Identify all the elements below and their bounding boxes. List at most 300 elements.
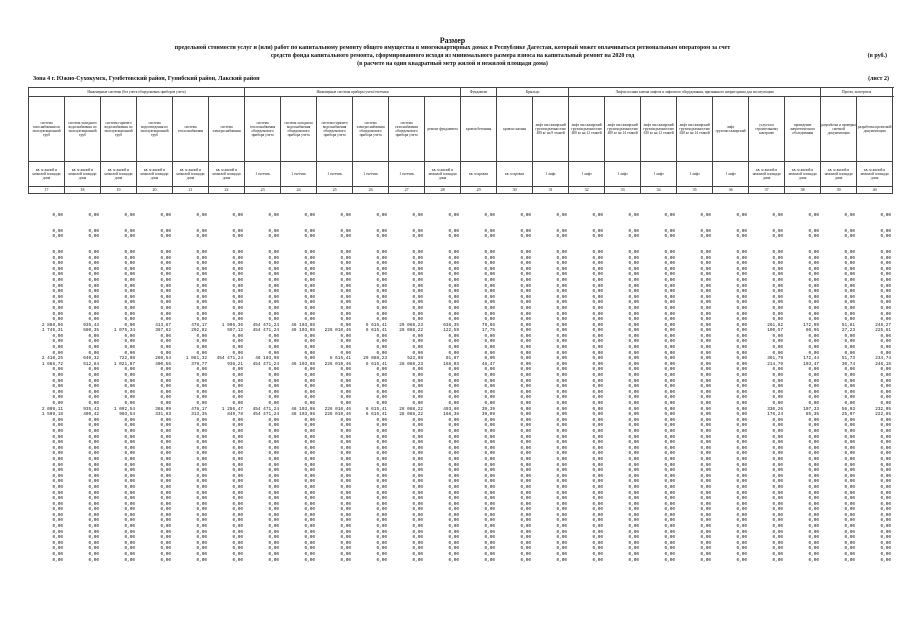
table-cell: 0,00: [484, 345, 495, 351]
table-cell: 0,00: [664, 289, 675, 295]
table-cell: 0,00: [700, 490, 711, 496]
table-cell: 0,00: [304, 395, 315, 401]
table-cell: 0,00: [556, 311, 567, 317]
table-cell: 0,00: [412, 473, 423, 479]
table-cell: 0,00: [592, 317, 603, 323]
table-cell: 413,67: [155, 322, 171, 328]
table-cell: 6 615,41: [365, 328, 387, 334]
table-cell: 0,00: [736, 322, 747, 328]
column-number: 21: [173, 187, 209, 194]
table-cell: 0,00: [520, 283, 531, 289]
table-cell: 1 746,31: [41, 328, 63, 334]
table-cell: 0,00: [268, 462, 279, 468]
table-cell: 0,00: [376, 373, 387, 379]
table-cell: 0,00: [628, 266, 639, 272]
table-cell: 0,00: [628, 535, 639, 541]
table-cell: 0,00: [340, 423, 351, 429]
table-cell: 0,00: [772, 512, 783, 518]
table-cell: 0,00: [520, 535, 531, 541]
table-cell: 0,00: [556, 535, 567, 541]
table-cell: 0,00: [484, 557, 495, 563]
table-cell: 0,00: [808, 305, 819, 311]
table-cell: 0,00: [52, 535, 63, 541]
table-cell: 0,00: [484, 277, 495, 283]
table-cell: 0,00: [700, 395, 711, 401]
table-cell: 0,00: [700, 356, 711, 362]
table-cell: 0,00: [376, 417, 387, 423]
table-cell: 0,00: [376, 535, 387, 541]
table-cell: 0,00: [304, 529, 315, 535]
table-cell: 0,00: [592, 283, 603, 289]
table-cell: 0,00: [808, 261, 819, 267]
table-cell: 0,00: [232, 428, 243, 434]
table-cell: 0,00: [376, 479, 387, 485]
table-cell: 0,00: [844, 479, 855, 485]
table-cell: 0,00: [700, 412, 711, 418]
table-cell: 2 410,25: [41, 356, 63, 362]
table-cell: 6 615,41: [365, 361, 387, 367]
table-cell: 0,00: [124, 228, 135, 234]
table-cell: 0,00: [124, 389, 135, 395]
table-cell: 0,00: [880, 378, 891, 384]
table-cell: 0,00: [448, 490, 459, 496]
table-cell: 0,00: [628, 356, 639, 362]
table-cell: 0,00: [664, 333, 675, 339]
table-cell: 0,00: [772, 294, 783, 300]
table-cell: 0,00: [196, 552, 207, 558]
table-cell: 0,00: [736, 462, 747, 468]
table-cell: 0,00: [88, 479, 99, 485]
table-cell: 0,00: [628, 490, 639, 496]
table-cell: 0,00: [88, 311, 99, 317]
table-cell: 0,00: [412, 317, 423, 323]
table-cell: 0,00: [88, 428, 99, 434]
table-cell: 0,00: [124, 557, 135, 563]
table-cell: 0,00: [340, 350, 351, 356]
table-cell: 0,00: [268, 479, 279, 485]
table-cell: 0,00: [196, 373, 207, 379]
table-cell: 0,00: [88, 490, 99, 496]
table-cell: 367,62: [155, 328, 171, 334]
unit-cell: кв. м кровли: [497, 162, 533, 187]
table-cell: 0,00: [412, 373, 423, 379]
table-cell: 580,35: [83, 328, 99, 334]
table-cell: 0,00: [160, 440, 171, 446]
table-cell: 0,00: [196, 294, 207, 300]
table-cell: 0,00: [196, 261, 207, 267]
table-cell: 0,00: [484, 367, 495, 373]
table-cell: 0,00: [196, 546, 207, 552]
table-cell: 0,00: [232, 249, 243, 255]
table-cell: 0,00: [556, 428, 567, 434]
table-cell: 2 888,06: [41, 322, 63, 328]
table-cell: 0,00: [520, 423, 531, 429]
table-cell: 0,00: [268, 501, 279, 507]
column-header: разработка проектной документации: [857, 97, 893, 162]
table-cell: 0,00: [628, 345, 639, 351]
table-cell: 0,00: [376, 484, 387, 490]
table-cell: 107,33: [803, 406, 819, 412]
table-cell: 0,00: [268, 401, 279, 406]
table-cell: 0,00: [304, 445, 315, 451]
table-cell: 0,00: [520, 479, 531, 485]
table-cell: 0,00: [556, 345, 567, 351]
table-cell: 0,00: [268, 373, 279, 379]
table-cell: 0,00: [520, 401, 531, 406]
table-cell: 0,00: [520, 317, 531, 323]
table-cell: 0,00: [520, 367, 531, 373]
table-cell: 0,00: [772, 501, 783, 507]
table-cell: 0,00: [808, 289, 819, 295]
table-cell: 0,00: [268, 345, 279, 351]
column-header: лифт пассажирский грузоподъемностью 400 кг на 9 этажей: [533, 97, 569, 162]
table-cell: 0,00: [880, 384, 891, 390]
table-cell: 0,00: [628, 456, 639, 462]
table-cell: 0,00: [736, 546, 747, 552]
table-cell: 454 471,24: [252, 406, 279, 412]
table-cell: 0,00: [232, 552, 243, 558]
unit-cell: 1 лифт: [713, 162, 749, 187]
table-cell: 28 088,22: [399, 406, 423, 412]
table-cell: 0,00: [700, 428, 711, 434]
table-cell: 0,00: [592, 350, 603, 356]
table-cell: 0,00: [844, 283, 855, 289]
table-cell: 0,00: [520, 356, 531, 362]
table-cell: 0,00: [520, 345, 531, 351]
table-cell: 0,00: [376, 557, 387, 563]
table-cell: 0,00: [88, 518, 99, 524]
table-cell: 0,00: [412, 462, 423, 468]
table-cell: 0,00: [664, 507, 675, 513]
table-cell: 0,00: [304, 317, 315, 323]
column-header: система водоотведения по эксплуатационной труб: [137, 97, 173, 162]
table-cell: 0,00: [520, 529, 531, 535]
column-number: 29: [461, 187, 497, 194]
table-cell: 39,39: [481, 406, 495, 412]
table-cell: 0,00: [124, 507, 135, 513]
table-cell: 0,00: [808, 234, 819, 240]
table-cell: 0,00: [736, 367, 747, 373]
table-cell: 0,00: [196, 501, 207, 507]
table-cell: 0,00: [448, 350, 459, 356]
table-cell: 0,00: [736, 378, 747, 384]
table-cell: 0,00: [556, 255, 567, 261]
table-cell: 0,00: [160, 272, 171, 278]
table-cell: 0,00: [808, 255, 819, 261]
table-cell: 0,00: [592, 389, 603, 395]
table-cell: 0,00: [484, 317, 495, 323]
table-cell: 0,00: [52, 311, 63, 317]
table-cell: 0,00: [448, 445, 459, 451]
column-header: лифт пассажирский грузоподъемностью 630 кг на 14 этажей: [677, 97, 713, 162]
table-cell: 0,00: [412, 479, 423, 485]
table-cell: 17,75: [481, 328, 495, 334]
table-cell: 0,00: [196, 384, 207, 390]
table-cell: 0,00: [88, 496, 99, 502]
table-cell: 0,00: [376, 518, 387, 524]
table-cell: 0,00: [232, 501, 243, 507]
table-cell: 0,00: [88, 384, 99, 390]
table-cell: 0,00: [772, 440, 783, 446]
table-cell: 0,00: [376, 389, 387, 395]
unit-cell: кв. м жилой и нежилой площади дома: [209, 162, 245, 187]
table-cell: 0,00: [88, 261, 99, 267]
table-cell: 0,00: [628, 339, 639, 345]
table-cell: 0,00: [124, 378, 135, 384]
table-cell: 0,00: [232, 367, 243, 373]
column-number: 31: [533, 187, 569, 194]
table-cell: 0,00: [160, 283, 171, 289]
table-cell: 0,00: [844, 496, 855, 502]
document-subtitle-line3: (в расчете на один квадратный метр жилой и нежилой площади дома): [357, 61, 548, 67]
column-header: лифт пассажирский грузоподъемностью 400 кг на 12 этажей: [569, 97, 605, 162]
unit-cell: 1 счетчик: [281, 162, 317, 187]
table-cell: 0,00: [124, 213, 135, 219]
table-cell: 0,00: [772, 557, 783, 563]
table-cell: 0,00: [88, 468, 99, 474]
table-cell: 0,00: [772, 540, 783, 546]
table-cell: 0,00: [376, 283, 387, 289]
table-cell: 0,00: [232, 305, 243, 311]
table-cell: 0,00: [232, 462, 243, 468]
table-cell: 0,00: [448, 277, 459, 283]
table-cell: 0,00: [844, 311, 855, 317]
table-cell: 0,00: [700, 406, 711, 412]
table-cell: 0,00: [664, 283, 675, 289]
table-cell: 0,00: [304, 484, 315, 490]
table-cell: 0,00: [304, 468, 315, 474]
table-cell: 0,00: [88, 557, 99, 563]
table-cell: 0,00: [520, 328, 531, 334]
unit-cell: кв. м жилой и нежилой площади дома: [821, 162, 857, 187]
table-cell: 0,00: [736, 350, 747, 356]
table-cell: 0,00: [844, 305, 855, 311]
table-cell: 0,00: [664, 412, 675, 418]
table-cell: 0,00: [772, 277, 783, 283]
table-cell: 0,00: [772, 445, 783, 451]
table-cell: 0,00: [124, 462, 135, 468]
table-cell: 0,00: [412, 266, 423, 272]
table-cell: 935,43: [83, 406, 99, 412]
table-cell: 8,00: [808, 317, 819, 323]
table-cell: 454 471,24: [252, 322, 279, 328]
table-cell: 0,00: [556, 468, 567, 474]
table-cell: 0,00: [592, 434, 603, 440]
table-cell: 0,00: [268, 557, 279, 563]
table-cell: 0,00: [268, 378, 279, 384]
table-cell: 0,00: [124, 434, 135, 440]
table-cell: 0,00: [340, 322, 351, 328]
table-cell: 0,00: [304, 289, 315, 295]
table-cell: 0,00: [484, 434, 495, 440]
row-spacer: [28, 240, 892, 250]
table-cell: 0,00: [592, 311, 603, 317]
table-cell: 0,00: [664, 261, 675, 267]
table-cell: 0,00: [556, 440, 567, 446]
table-cell: 0,00: [700, 367, 711, 373]
table-cell: 6 615,41: [365, 406, 387, 412]
table-cell: 0,00: [484, 529, 495, 535]
table-cell: 0,00: [196, 473, 207, 479]
table-cell: 0,00: [592, 305, 603, 311]
table-cell: 0,00: [484, 428, 495, 434]
table-cell: 0,00: [664, 445, 675, 451]
table-cell: 0,00: [880, 473, 891, 479]
table-cell: 0,00: [52, 490, 63, 496]
table-cell: 0,00: [304, 266, 315, 272]
table-cell: 0,00: [412, 339, 423, 345]
table-cell: 0,00: [304, 557, 315, 563]
table-cell: 0,00: [520, 473, 531, 479]
table-cell: 0,00: [880, 423, 891, 429]
table-cell: 0,00: [448, 213, 459, 219]
table-cell: 1 092,54: [113, 406, 135, 412]
table-cell: 0,00: [808, 294, 819, 300]
table-cell: 0,00: [880, 529, 891, 535]
table-cell: 0,00: [196, 535, 207, 541]
table-cell: 0,00: [196, 524, 207, 530]
table-cell: 409,42: [83, 412, 99, 418]
table-cell: 0,00: [232, 401, 243, 406]
table-cell: 0,00: [124, 401, 135, 406]
table-cell: 0,00: [304, 294, 315, 300]
table-cell: 0,00: [124, 479, 135, 485]
group-header: Инженерные системы (без учета общедомовых приборов учета): [29, 88, 245, 97]
table-cell: 0,00: [124, 529, 135, 535]
table-cell: 0,00: [592, 322, 603, 328]
table-cell: 0,00: [808, 546, 819, 552]
table-cell: 0,00: [736, 283, 747, 289]
table-cell: 0,00: [340, 445, 351, 451]
table-cell: 0,00: [772, 283, 783, 289]
table-cell: 512,84: [83, 361, 99, 367]
table-cell: 0,00: [556, 272, 567, 278]
table-cell: 0,00: [700, 228, 711, 234]
table-cell: 0,00: [556, 228, 567, 234]
table-cell: 0,00: [52, 456, 63, 462]
table-cell: 0,00: [340, 552, 351, 558]
table-cell: 0,00: [340, 228, 351, 234]
table-cell: 0,00: [196, 339, 207, 345]
table-cell: 0,00: [880, 490, 891, 496]
table-cell: 0,00: [700, 540, 711, 546]
table-cell: 0,00: [844, 261, 855, 267]
table-cell: 0,00: [592, 373, 603, 379]
table-cell: 0,00: [700, 234, 711, 240]
table-cell: 0,00: [664, 367, 675, 373]
table-cell: 0,00: [520, 339, 531, 345]
table-cell: 0,00: [340, 490, 351, 496]
table-cell: 0,00: [772, 401, 783, 406]
table-cell: 0,00: [196, 311, 207, 317]
table-cell: 0,00: [808, 213, 819, 219]
column-number: 25: [317, 187, 353, 194]
table-cell: 0,00: [628, 462, 639, 468]
table-cell: 0,00: [124, 546, 135, 552]
table-cell: 0,00: [628, 484, 639, 490]
table-cell: 0,00: [268, 294, 279, 300]
table-cell: 0,00: [376, 529, 387, 535]
table-cell: 1 061,32: [185, 356, 207, 362]
group-header: Фундамент: [461, 88, 497, 97]
table-cell: 0,00: [340, 557, 351, 563]
table-cell: 0,00: [628, 261, 639, 267]
column-header: система газоснабжения общедомового прибора учета: [389, 97, 425, 162]
unit-cell: кв. м жилой и нежилой площади дома: [101, 162, 137, 187]
column-number: 39: [821, 187, 857, 194]
table-cell: 0,00: [700, 552, 711, 558]
table-cell: 0,00: [340, 234, 351, 240]
table-cell: 0,00: [160, 261, 171, 267]
table-cell: 0,00: [448, 417, 459, 423]
table-cell: 0,00: [448, 546, 459, 552]
table-cell: 0,00: [484, 524, 495, 530]
table-cell: 0,00: [664, 524, 675, 530]
table-cell: 0,00: [160, 468, 171, 474]
table-cell: 0,00: [412, 552, 423, 558]
table-cell: 0,00: [772, 451, 783, 457]
table-cell: 0,00: [628, 540, 639, 546]
table-cell: 0,00: [232, 350, 243, 356]
table-cell: 0,00: [880, 468, 891, 474]
table-cell: 0,00: [628, 440, 639, 446]
table-cell: 0,00: [232, 434, 243, 440]
table-cell: 0,00: [412, 484, 423, 490]
table-cell: 0,00: [700, 484, 711, 490]
table-cell: 0,00: [556, 361, 567, 367]
table-cell: 0,00: [304, 501, 315, 507]
table-cell: 0,00: [628, 389, 639, 395]
table-cell: 0,00: [412, 518, 423, 524]
table-cell: 0,00: [412, 395, 423, 401]
table-cell: 0,00: [412, 501, 423, 507]
table-cell: 0,00: [880, 451, 891, 457]
table-cell: 0,00: [844, 401, 855, 406]
table-cell: 0,00: [124, 272, 135, 278]
table-cell: 29 088,23: [363, 356, 387, 362]
table-cell: 0,00: [664, 484, 675, 490]
table-cell: 0,00: [808, 373, 819, 379]
table-cell: 0,00: [340, 305, 351, 311]
table-cell: 0,00: [592, 557, 603, 563]
table-cell: 0,00: [484, 333, 495, 339]
table-cell: 0,00: [340, 540, 351, 546]
table-cell: 0,00: [844, 333, 855, 339]
table-cell: 0,00: [88, 367, 99, 373]
table-cell: 0,00: [484, 445, 495, 451]
table-cell: 0,00: [124, 277, 135, 283]
table-cell: 0,00: [700, 255, 711, 261]
table-cell: 0,00: [448, 261, 459, 267]
table-cell: 0,00: [124, 540, 135, 546]
table-cell: 0,00: [484, 484, 495, 490]
table-cell: 0,00: [340, 373, 351, 379]
table-cell: 0,00: [844, 501, 855, 507]
table-cell: 0,00: [340, 456, 351, 462]
table-cell: 0,00: [124, 305, 135, 311]
table-cell: 0,00: [52, 434, 63, 440]
table-cell: 0,00: [736, 451, 747, 457]
table-cell: 0,00: [736, 557, 747, 563]
table-cell: 0,00: [592, 501, 603, 507]
table-cell: 0,00: [736, 524, 747, 530]
table-cell: 0,00: [556, 501, 567, 507]
column-header: проведение энергетического обследования: [785, 97, 821, 162]
table-cell: 0,00: [808, 249, 819, 255]
table-cell: 0,00: [340, 311, 351, 317]
table-cell: 0,00: [700, 557, 711, 563]
table-cell: 0,00: [592, 445, 603, 451]
